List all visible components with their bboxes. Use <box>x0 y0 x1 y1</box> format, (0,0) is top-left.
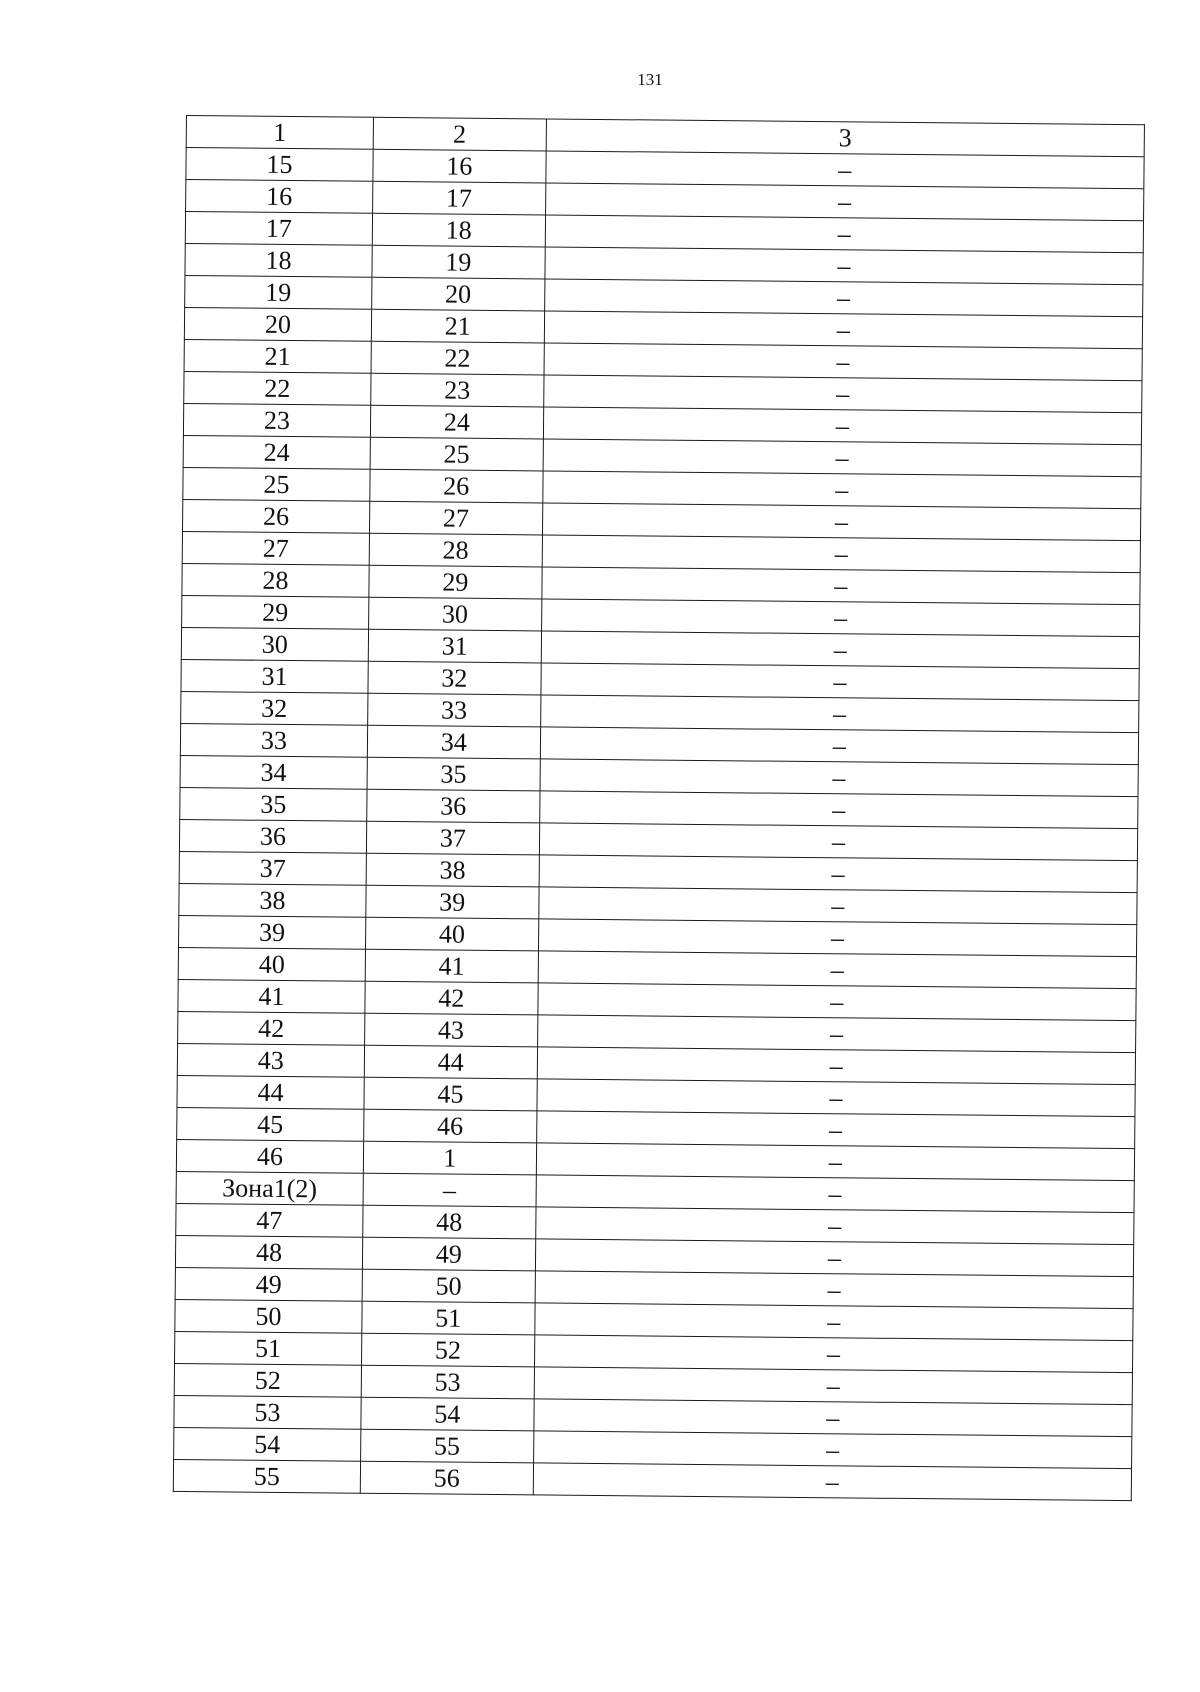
table-cell: 23 <box>183 403 370 437</box>
table-cell: 55 <box>173 1459 360 1493</box>
table-cell: 54 <box>174 1427 361 1461</box>
table-cell: 21 <box>184 339 371 373</box>
table-cell: – <box>545 215 1144 253</box>
data-table <box>173 115 1145 1501</box>
table-cell: – <box>543 439 1142 477</box>
table-cell: 21 <box>371 309 544 343</box>
table-cell: – <box>542 567 1141 605</box>
table-cell: – <box>544 311 1143 349</box>
table-cell: 36 <box>179 819 366 853</box>
table-cell: 32 <box>181 691 368 725</box>
table-cell: 31 <box>368 629 541 663</box>
table-cell: 30 <box>368 597 541 631</box>
table-cell: – <box>545 247 1144 285</box>
table-cell: – <box>534 1367 1133 1405</box>
table-cell: – <box>534 1399 1133 1437</box>
table-cell: – <box>537 1047 1136 1085</box>
table-cell: – <box>538 951 1137 989</box>
table-cell: – <box>542 503 1141 541</box>
table-cell: 46 <box>176 1139 363 1173</box>
table-cell: 39 <box>366 885 539 919</box>
table-cell: 46 <box>364 1109 537 1143</box>
table-cell: 49 <box>362 1237 535 1271</box>
table-cell: – <box>533 1431 1132 1469</box>
table-cell: 51 <box>362 1301 535 1335</box>
table-cell: 44 <box>364 1045 537 1079</box>
table-cell: 53 <box>361 1365 534 1399</box>
table-cell: 16 <box>186 180 373 214</box>
table-cell: – <box>538 919 1137 957</box>
table-cell: – <box>543 407 1142 445</box>
table-cell: – <box>363 1173 536 1207</box>
table-cell: – <box>540 727 1139 765</box>
table-cell: – <box>535 1207 1134 1245</box>
table-cell: 19 <box>372 245 545 279</box>
table-cell: 26 <box>370 469 543 503</box>
table-cell: 34 <box>367 725 540 759</box>
header-cell: 3 <box>546 119 1145 157</box>
table-cell: – <box>536 1143 1135 1181</box>
table-cell: 50 <box>362 1269 535 1303</box>
table-cell: Зона1(2) <box>176 1171 363 1205</box>
table-cell: 40 <box>365 917 538 951</box>
table-cell: 33 <box>368 693 541 727</box>
table-cell: 30 <box>181 627 368 661</box>
table-cell: – <box>538 887 1137 925</box>
table-cell: – <box>534 1303 1133 1341</box>
table-cell: 22 <box>184 371 371 405</box>
table-cell: 47 <box>176 1203 363 1237</box>
table-cell: – <box>543 375 1142 413</box>
table-cell: 55 <box>360 1429 533 1463</box>
table-cell: 27 <box>369 501 542 535</box>
table-cell: – <box>541 663 1140 701</box>
table-cell: – <box>544 343 1143 381</box>
table-cell: 17 <box>185 212 372 246</box>
table-cell: 42 <box>178 1011 365 1045</box>
table-cell: – <box>534 1335 1133 1373</box>
table-cell: 54 <box>361 1397 534 1431</box>
table-cell: 20 <box>184 307 371 341</box>
table-cell: – <box>539 791 1138 829</box>
header-cell: 2 <box>373 117 546 151</box>
table-cell: 37 <box>179 851 366 885</box>
table-cell: – <box>541 599 1140 637</box>
table-cell: – <box>539 823 1138 861</box>
table-cell: 56 <box>360 1461 533 1495</box>
table-cell: 32 <box>368 661 541 695</box>
table-cell: – <box>540 759 1139 797</box>
table-cell: – <box>535 1239 1134 1277</box>
table-cell: 35 <box>367 757 540 791</box>
table-cell: 45 <box>177 1107 364 1141</box>
table-cell: 29 <box>182 595 369 629</box>
table-cell: 22 <box>371 341 544 375</box>
table-cell: 41 <box>178 979 365 1013</box>
table-cell: 25 <box>370 437 543 471</box>
table-cell: 17 <box>372 181 545 215</box>
table-cell: 42 <box>365 981 538 1015</box>
table-cell: 40 <box>178 947 365 981</box>
table-cell: 36 <box>367 789 540 823</box>
table-cell: – <box>540 695 1139 733</box>
table-cell: 39 <box>179 915 366 949</box>
table-cell: 34 <box>180 755 367 789</box>
page-number: 131 <box>637 70 663 89</box>
table-cell: 16 <box>373 149 546 183</box>
table-cell: – <box>545 183 1144 221</box>
table-cell: 27 <box>182 531 369 565</box>
table-cell: 19 <box>185 275 372 309</box>
table-cell: – <box>538 983 1137 1021</box>
table-cell: 52 <box>174 1363 361 1397</box>
table-cell: 50 <box>175 1299 362 1333</box>
table-cell: 38 <box>366 853 539 887</box>
table-cell: – <box>536 1175 1135 1213</box>
table-cell: 1 <box>363 1141 536 1175</box>
table-cell: – <box>537 1079 1136 1117</box>
table-cell: 43 <box>177 1043 364 1077</box>
table-cell: – <box>546 151 1145 189</box>
table-cell: 49 <box>175 1267 362 1301</box>
table-cell: 29 <box>369 565 542 599</box>
table-cell: – <box>533 1463 1132 1501</box>
table-cell: 25 <box>183 467 370 501</box>
table-cell: – <box>544 279 1143 317</box>
table-cell: – <box>541 631 1140 669</box>
table-cell: 28 <box>369 533 542 567</box>
table-cell: – <box>539 855 1138 893</box>
table-cell: 23 <box>371 373 544 407</box>
table-cell: 35 <box>180 787 367 821</box>
table-cell: 51 <box>175 1331 362 1365</box>
table-cell: 45 <box>364 1077 537 1111</box>
table-cell: 24 <box>370 405 543 439</box>
table-cell: 44 <box>177 1075 364 1109</box>
table-cell: – <box>536 1111 1135 1149</box>
table-cell: 38 <box>179 883 366 917</box>
table-cell: 48 <box>363 1205 536 1239</box>
table-cell: 31 <box>181 659 368 693</box>
table-cell: – <box>542 535 1141 573</box>
table-cell: 15 <box>186 148 373 182</box>
table-cell: – <box>535 1271 1134 1309</box>
table-cell: 26 <box>183 499 370 533</box>
table-cell: 43 <box>364 1013 537 1047</box>
table-cell: 18 <box>372 213 545 247</box>
table-cell: 18 <box>185 243 372 277</box>
table-body <box>173 116 1144 1501</box>
table-cell: 33 <box>180 723 367 757</box>
table-cell: 37 <box>366 821 539 855</box>
table-cell: 20 <box>372 277 545 311</box>
header-cell: 1 <box>186 116 373 150</box>
table-cell: 53 <box>174 1395 361 1429</box>
table-cell: – <box>537 1015 1136 1053</box>
table-cell: 41 <box>365 949 538 983</box>
table-cell: 52 <box>361 1333 534 1367</box>
table-cell: – <box>542 471 1141 509</box>
table-cell: 48 <box>175 1235 362 1269</box>
table-cell: 28 <box>182 563 369 597</box>
table-cell: 24 <box>183 435 370 469</box>
